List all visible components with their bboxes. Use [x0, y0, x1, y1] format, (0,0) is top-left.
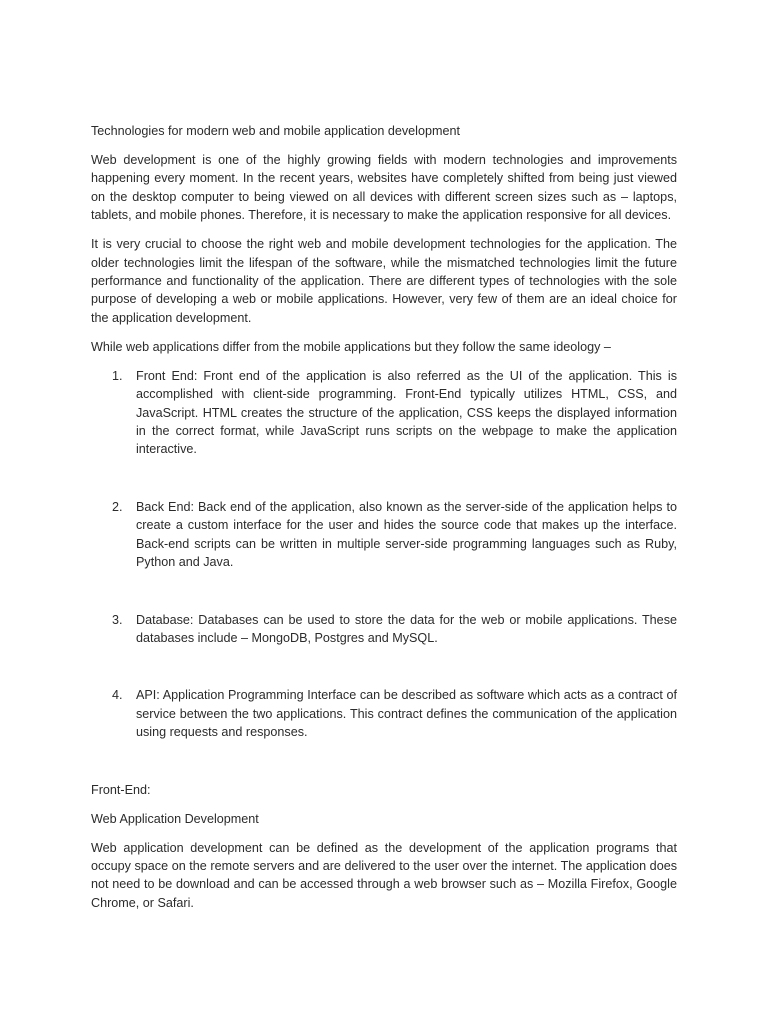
technology-choice-paragraph: It is very crucial to choose the right web and mobile development technologies for the application. The older technologies limit the lifespan of the software, while the mismatched technologies limit the future performance and functionality of the application. There are different types of technologies with the sole purpose of developing a web or mobile applications. However, very few of them are an ideal choice for the application development.	[91, 237, 677, 325]
subsection-heading-web-app-dev: Web Application Development	[91, 811, 259, 826]
list-item-back-end	[91, 498, 677, 572]
list-item-api	[91, 686, 677, 741]
document-title: Technologies for modern web and mobile application development	[91, 124, 460, 138]
list-item-text: Back End: Back end of the application, also known as the server-side of the application helps to create a custom interface for the user and hides the source code that makes up the interface. Back-end scripts can be written in multiple server-side programming languages such as Ruby, Python and Java.	[136, 499, 677, 570]
intro-paragraph: Web development is one of the highly growing fields with modern technologies and improvements happening every moment. In the recent years, websites have completely shifted from being just viewed on the desktop computer to being viewed on all devices with different screen sizes such as – laptops, tablets, and mobile phones. Therefore, it is necessary to make the application responsive for all devices.	[91, 153, 677, 223]
list-item-database	[91, 611, 677, 648]
list-item-text: API: Application Programming Interface can be described as software which acts as a contract of service between the two applications. This contract defines the communication of the application using requests and responses.	[136, 688, 677, 740]
list-item-number: 3.	[112, 612, 123, 627]
list-item-number: 2.	[112, 499, 123, 514]
list-item-number: 1.	[112, 368, 123, 383]
section-heading-front-end: Front-End:	[91, 782, 151, 797]
list-item-text: Front End: Front end of the application is also referred as the UI of the application. This is accomplished with client-side programming. Front-End typically utilizes HTML, CSS, and JavaScript. HTML creates the structure of the application, CSS keeps the displayed information in the correct format, while JavaScript runs scripts on the webpage to make the application interactive.	[136, 368, 677, 457]
list-intro: While web applications differ from the mobile applications but they follow the same ideology –	[91, 339, 611, 354]
document-page	[91, 122, 677, 923]
list-item-number: 4.	[112, 688, 123, 703]
list-item-front-end	[91, 367, 677, 459]
technology-list	[91, 367, 677, 742]
list-item-text: Database: Databases can be used to store the data for the web or mobile applications. These databases include – MongoDB, Postgres and MySQL.	[136, 612, 677, 645]
closing-paragraph: Web application development can be defined as the development of the application programs that occupy space on the remote servers and are delivered to the user over the internet. The application does not need to be download and can be accessed through a web browser such as – Mozilla Firefox, Google Chrome, or Safari.	[91, 840, 677, 910]
